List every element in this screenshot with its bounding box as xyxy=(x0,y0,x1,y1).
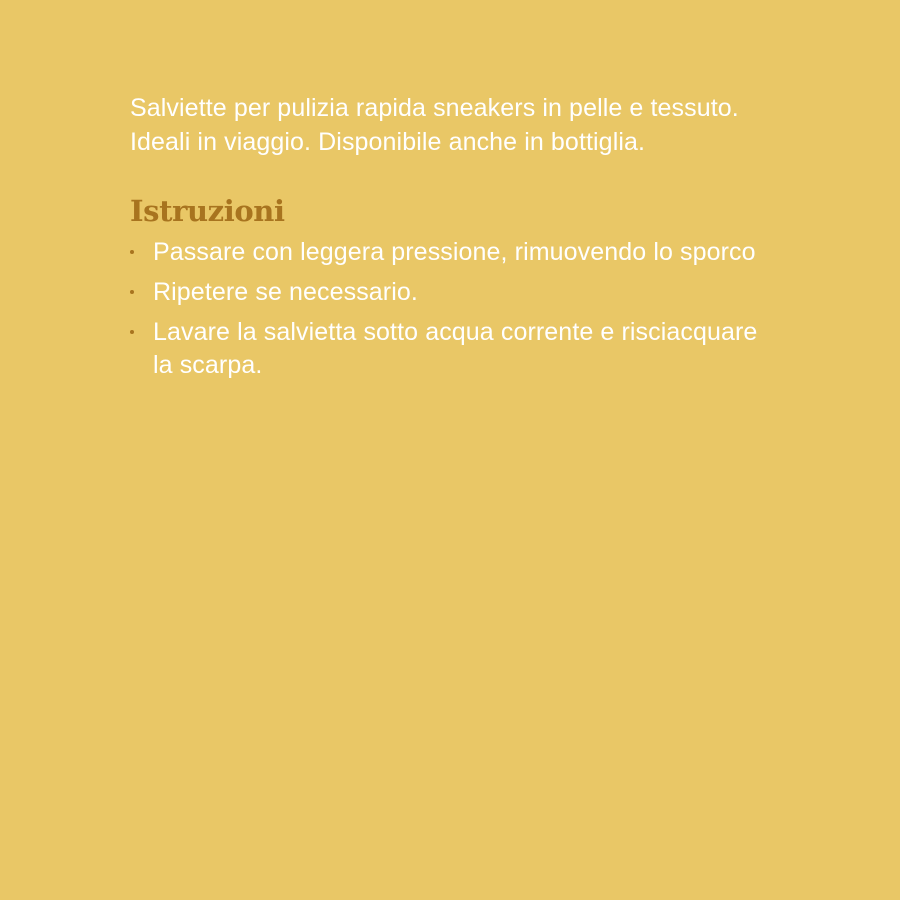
instruction-text: Ripetere se necessario. xyxy=(153,278,418,306)
instruction-item xyxy=(130,276,770,309)
instruction-item xyxy=(130,316,770,382)
bullet-icon xyxy=(130,330,134,334)
instruction-item xyxy=(130,236,770,269)
bullet-icon xyxy=(130,250,134,254)
instruction-text: Passare con leggera pressione, rimuovendo lo sporco xyxy=(153,238,756,266)
product-description: Salviette per pulizia rapida sneakers in pelle e tessuto. Ideali in viaggio. Disponibile anche in bottiglia. xyxy=(130,94,739,156)
instructions-heading: Istruzioni xyxy=(130,194,285,228)
product-content xyxy=(130,91,770,389)
bullet-icon xyxy=(130,290,134,294)
instruction-text: Lavare la salvietta sotto acqua corrente e risciacquare la scarpa. xyxy=(153,318,758,379)
instructions-list xyxy=(130,236,770,382)
